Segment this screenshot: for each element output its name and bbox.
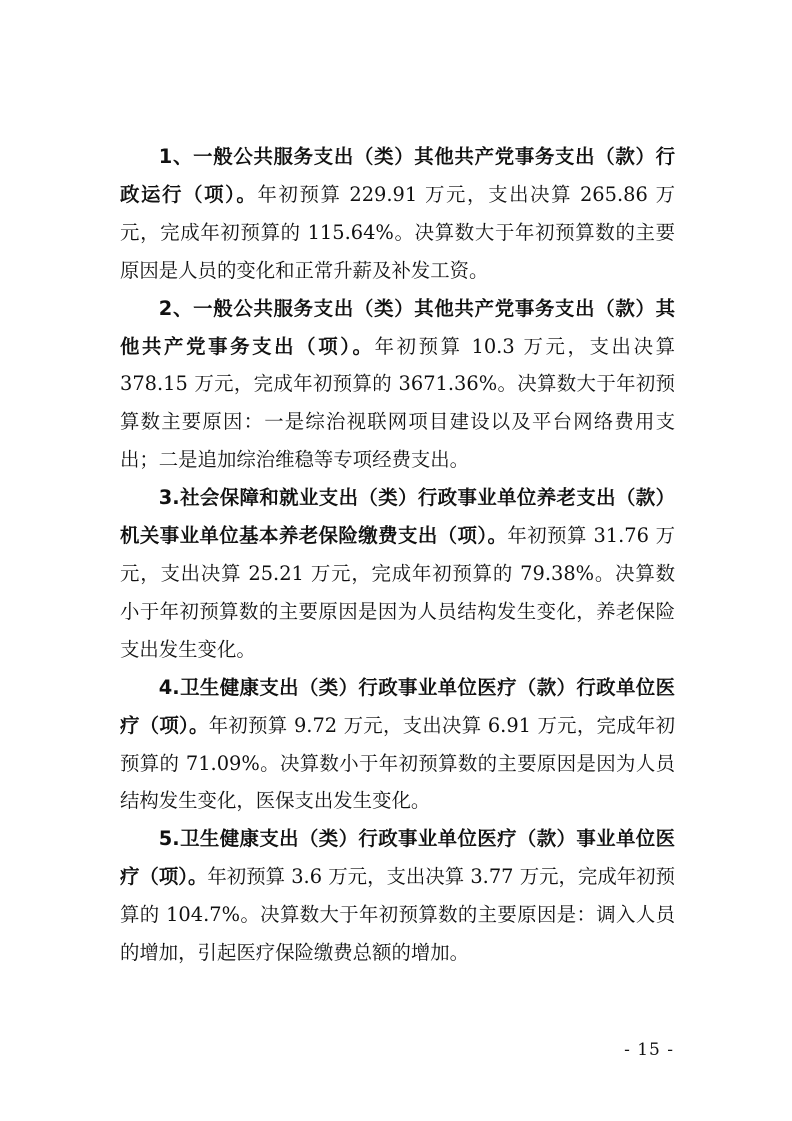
- paragraph-3: [120, 479, 675, 669]
- paragraph-4: [120, 669, 675, 821]
- paragraph-5-heading: 5.卫生健康支出（类）行政事业单位医疗（款）事业单位医疗（项）。: [120, 827, 675, 889]
- paragraph-1-heading: 1、一般公共服务支出（类）其他共产党事务支出（款）行政运行（项）。: [120, 145, 675, 206]
- paragraph-5: [120, 820, 675, 972]
- page-number: - 15 -: [624, 1040, 674, 1060]
- paragraph-1: [120, 138, 675, 290]
- paragraph-2-heading: 2、一般公共服务支出（类）其他共产党事务支出（款）其他共产党事务支出（项）。: [120, 296, 675, 358]
- paragraph-2: [120, 290, 675, 480]
- paragraph-4-heading: 4.卫生健康支出（类）行政事业单位医疗（款）行政单位医疗（项）。: [120, 675, 675, 737]
- paragraph-1-body: 年初预算 229.91 万元，支出决算 265.86 万元，完成年初预算的 115.64%。决算数大于年初预算数的主要原因是人员的变化和正常升薪及补发工资。: [120, 182, 675, 282]
- document-body: [120, 138, 675, 972]
- paragraph-3-heading: 3.社会保障和就业支出（类）行政事业单位养老支出（款） 机关事业单位基本养老保险缴费支出（项）。: [120, 486, 675, 548]
- paragraph-4-body: 年初预算 9.72 万元，支出决算 6.91 万元，完成年初预算的 71.09%。决算数小于年初预算数的主要原因是因为人员结构发生变化，医保支出发生变化。: [120, 713, 675, 813]
- paragraph-3-body: 年初预算 31.76 万元，支出决算 25.21 万元，完成年初预算的 79.38%。决算数小于年初预算数的主要原因是因为人员结构发生变化，养老保险支出发生变化。: [120, 524, 675, 661]
- paragraph-5-body: 年初预算 3.6 万元，支出决算 3.77 万元，完成年初预算的 104.7%。决算数大于年初预算数的主要原因是：调入人员的增加，引起医疗保险缴费总额的增加。: [120, 865, 675, 965]
- paragraph-2-body: 年初预算 10.3 万元，支出决算 378.15 万元，完成年初预算的 3671.36%。决算数大于年初预算数主要原因：一是综治视联网项目建设以及平台网络费用支出；二是追加综治维稳等专项经费支出。: [120, 334, 675, 472]
